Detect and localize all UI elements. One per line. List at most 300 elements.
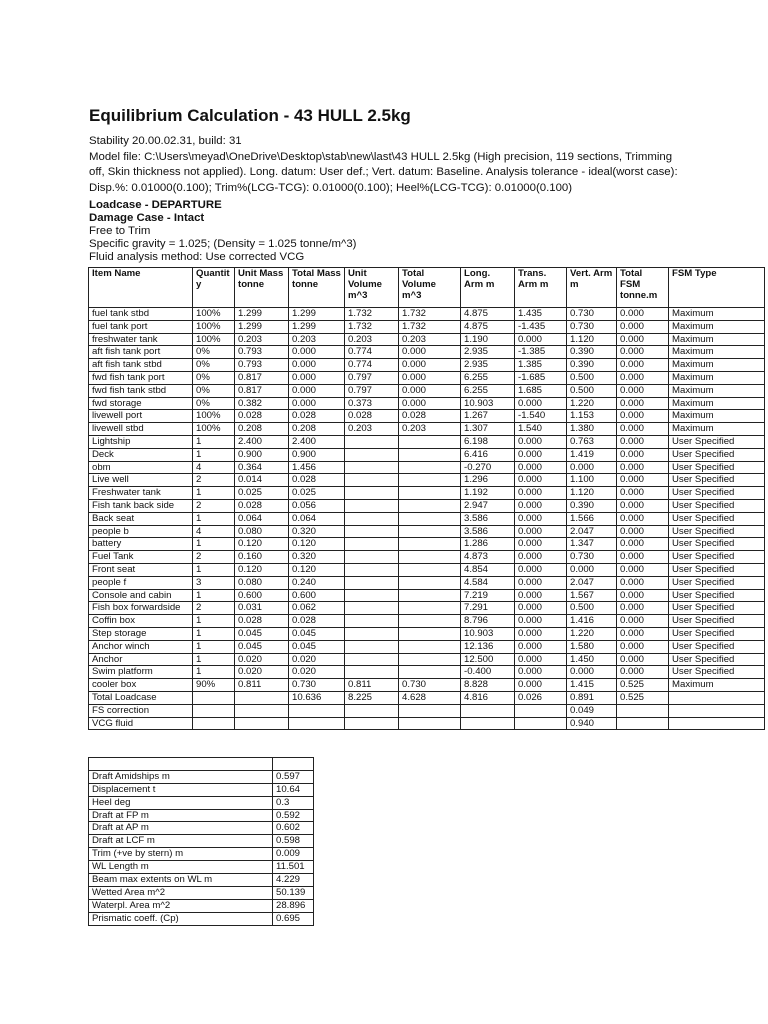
loadcase-table [88, 267, 765, 730]
table-cell: 4 [193, 525, 235, 538]
table-cell [399, 653, 461, 666]
table-cell: 0.000 [617, 538, 669, 551]
table-cell: User Specified [669, 487, 765, 500]
table-row [89, 640, 765, 653]
table-row [89, 384, 765, 397]
table-cell: 0.000 [515, 397, 567, 410]
table-row [89, 397, 765, 410]
model-info [89, 134, 759, 196]
table-cell: 0.080 [235, 576, 289, 589]
table-cell: 0.000 [617, 653, 669, 666]
table-cell: 1.732 [345, 308, 399, 321]
table-cell: 0.730 [289, 679, 345, 692]
table-cell: 1.567 [567, 589, 617, 602]
table-cell: User Specified [669, 551, 765, 564]
table-cell: 100% [193, 410, 235, 423]
table-cell: 0.382 [235, 397, 289, 410]
table-cell: 1.416 [567, 615, 617, 628]
table-cell [461, 717, 515, 730]
table-cell: Fish tank back side [89, 499, 193, 512]
table-cell: Anchor winch [89, 640, 193, 653]
table-cell: -0.270 [461, 461, 515, 474]
table-cell: 0.600 [235, 589, 289, 602]
summary-value: 0.597 [273, 770, 314, 783]
table-cell: 0.390 [567, 346, 617, 359]
summary-row [89, 848, 314, 861]
table-cell [399, 563, 461, 576]
table-cell [399, 615, 461, 628]
table-cell [235, 691, 289, 704]
table-cell: 0.000 [617, 487, 669, 500]
table-cell: 0% [193, 346, 235, 359]
table-cell [345, 448, 399, 461]
table-cell [461, 704, 515, 717]
table-row [89, 461, 765, 474]
table-cell: 0.120 [235, 563, 289, 576]
table-cell: 2.400 [289, 435, 345, 448]
table-cell: 3.586 [461, 512, 515, 525]
table-cell: 0.940 [567, 717, 617, 730]
table-cell: 0.000 [399, 371, 461, 384]
table-cell [345, 666, 399, 679]
table-cell: 0.120 [289, 538, 345, 551]
summary-value: 50.139 [273, 886, 314, 899]
table-cell: 2 [193, 551, 235, 564]
table-cell: 0.000 [515, 525, 567, 538]
table-cell: 12.500 [461, 653, 515, 666]
summary-label: Waterpl. Area m^2 [89, 899, 273, 912]
table-cell: aft fish tank port [89, 346, 193, 359]
table-cell: 1.435 [515, 308, 567, 321]
table-cell: 0.000 [617, 333, 669, 346]
summary-row [89, 912, 314, 925]
table-cell: 1.732 [399, 308, 461, 321]
table-cell: 0.025 [235, 487, 289, 500]
table-cell: 0% [193, 371, 235, 384]
table-cell: people f [89, 576, 193, 589]
table-cell: 0.500 [567, 371, 617, 384]
table-cell: User Specified [669, 602, 765, 615]
table-cell: 8.796 [461, 615, 515, 628]
summary-row [89, 886, 314, 899]
table-cell: -0.400 [461, 666, 515, 679]
table-cell: User Specified [669, 627, 765, 640]
summary-row [89, 899, 314, 912]
table-cell: 0.208 [235, 423, 289, 436]
table-cell [345, 525, 399, 538]
column-header: Long. Arm m [461, 268, 515, 308]
table-cell: Step storage [89, 627, 193, 640]
table-cell: 0.000 [515, 461, 567, 474]
table-cell: 1 [193, 563, 235, 576]
table-row [89, 653, 765, 666]
table-cell [669, 691, 765, 704]
table-cell: fwd fish tank port [89, 371, 193, 384]
summary-label: Draft Amidships m [89, 770, 273, 783]
table-cell: 1 [193, 589, 235, 602]
table-cell: Freshwater tank [89, 487, 193, 500]
table-cell [345, 551, 399, 564]
summary-label: Draft at LCF m [89, 835, 273, 848]
table-cell: 0.000 [289, 397, 345, 410]
table-row [89, 474, 765, 487]
table-cell: 1.299 [235, 308, 289, 321]
table-cell: 0.000 [617, 602, 669, 615]
table-cell [617, 717, 669, 730]
summary-row [89, 796, 314, 809]
table-cell: 0.000 [617, 320, 669, 333]
table-cell [399, 717, 461, 730]
table-cell: 3.586 [461, 525, 515, 538]
table-cell: User Specified [669, 448, 765, 461]
table-cell: 0.000 [515, 640, 567, 653]
table-cell [399, 640, 461, 653]
table-cell: 1.580 [567, 640, 617, 653]
table-cell: Front seat [89, 563, 193, 576]
table-cell: 0.000 [617, 474, 669, 487]
table-cell: 0.000 [515, 679, 567, 692]
table-cell: 0.000 [399, 359, 461, 372]
table-cell: 100% [193, 308, 235, 321]
table-cell [399, 512, 461, 525]
table-cell: 6.416 [461, 448, 515, 461]
table-cell: 0.000 [515, 666, 567, 679]
table-row [89, 602, 765, 615]
table-cell: 0.020 [235, 653, 289, 666]
summary-value: 0.009 [273, 848, 314, 861]
table-cell: 0.390 [567, 499, 617, 512]
table-cell: 0.600 [289, 589, 345, 602]
table-cell: Back seat [89, 512, 193, 525]
summary-value: 0.695 [273, 912, 314, 925]
table-cell [345, 499, 399, 512]
table-cell: 1.380 [567, 423, 617, 436]
table-cell: 0.031 [235, 602, 289, 615]
table-cell: 0.000 [289, 371, 345, 384]
table-cell [345, 615, 399, 628]
table-cell [289, 704, 345, 717]
table-cell: User Specified [669, 563, 765, 576]
table-row [89, 308, 765, 321]
table-row [89, 704, 765, 717]
stability-version: Stability 20.00.02.31, build: 31 [89, 135, 242, 147]
table-cell: User Specified [669, 512, 765, 525]
table-cell: Maximum [669, 308, 765, 321]
trim-mode: Free to Trim [89, 225, 151, 237]
table-cell: 0.000 [617, 371, 669, 384]
column-header: Item Name [89, 268, 193, 308]
table-cell: 0.000 [515, 333, 567, 346]
table-cell: 4.584 [461, 576, 515, 589]
table-cell: Maximum [669, 333, 765, 346]
table-cell: 0.000 [515, 602, 567, 615]
summary-label: Heel deg [89, 796, 273, 809]
table-cell: 0.000 [399, 397, 461, 410]
table-cell [345, 717, 399, 730]
table-cell: User Specified [669, 538, 765, 551]
table-cell: 0% [193, 397, 235, 410]
table-cell: 3 [193, 576, 235, 589]
table-cell: User Specified [669, 525, 765, 538]
table-cell: 0.028 [235, 615, 289, 628]
table-cell: 4.873 [461, 551, 515, 564]
table-cell: Maximum [669, 679, 765, 692]
table-cell: 0.900 [235, 448, 289, 461]
table-cell: Lightship [89, 435, 193, 448]
table-cell: 7.219 [461, 589, 515, 602]
table-cell: 0.000 [617, 448, 669, 461]
table-cell: 1.153 [567, 410, 617, 423]
table-cell: 0.000 [617, 627, 669, 640]
table-cell [345, 461, 399, 474]
table-cell: 4.875 [461, 308, 515, 321]
table-cell: 90% [193, 679, 235, 692]
summary-label: Wetted Area m^2 [89, 886, 273, 899]
table-cell [399, 461, 461, 474]
table-cell: User Specified [669, 615, 765, 628]
table-cell [345, 627, 399, 640]
table-cell: User Specified [669, 499, 765, 512]
table-cell: 0.028 [235, 410, 289, 423]
table-cell: Maximum [669, 384, 765, 397]
column-header: Total Volume m^3 [399, 268, 461, 308]
table-cell: 0.240 [289, 576, 345, 589]
table-cell: 0.320 [289, 525, 345, 538]
summary-label: Prismatic coeff. (Cp) [89, 912, 273, 925]
table-cell: 0.797 [345, 371, 399, 384]
table-cell: 0.000 [515, 512, 567, 525]
table-cell [345, 563, 399, 576]
table-cell: 0.000 [515, 448, 567, 461]
table-row [89, 423, 765, 436]
table-cell [345, 704, 399, 717]
table-cell: Maximum [669, 410, 765, 423]
table-cell: 1 [193, 627, 235, 640]
table-cell [345, 602, 399, 615]
column-header: Unit Volume m^3 [345, 268, 399, 308]
table-cell: 1.685 [515, 384, 567, 397]
table-cell: 0.000 [567, 563, 617, 576]
table-cell: 1 [193, 435, 235, 448]
table-row [89, 576, 765, 589]
table-cell: 0.000 [617, 551, 669, 564]
table-cell: 1 [193, 487, 235, 500]
table-cell: 100% [193, 423, 235, 436]
table-cell: 1 [193, 512, 235, 525]
table-row [89, 551, 765, 564]
table-row [89, 525, 765, 538]
table-cell: 1.732 [399, 320, 461, 333]
table-cell [345, 653, 399, 666]
table-cell [399, 551, 461, 564]
table-cell: Anchor [89, 653, 193, 666]
table-cell: 0.028 [289, 615, 345, 628]
table-cell [399, 576, 461, 589]
column-header: Vert. Arm m [567, 268, 617, 308]
table-cell: -1.685 [515, 371, 567, 384]
table-cell: 0.730 [567, 551, 617, 564]
table-cell: -1.385 [515, 346, 567, 359]
table-cell [399, 435, 461, 448]
table-cell: 0.811 [345, 679, 399, 692]
table-cell: 0.000 [617, 410, 669, 423]
table-cell: 1.100 [567, 474, 617, 487]
table-cell [399, 666, 461, 679]
summary-value: 0.3 [273, 796, 314, 809]
table-cell: 0.000 [515, 627, 567, 640]
table-cell: livewell stbd [89, 423, 193, 436]
table-cell: User Specified [669, 474, 765, 487]
table-cell: 0.000 [515, 499, 567, 512]
table-cell: 0.000 [617, 397, 669, 410]
table-row [89, 346, 765, 359]
table-cell: 0.203 [399, 333, 461, 346]
table-cell: 100% [193, 320, 235, 333]
table-cell: 0.900 [289, 448, 345, 461]
table-cell: User Specified [669, 666, 765, 679]
table-cell: 0.000 [617, 423, 669, 436]
table-cell: 0.000 [515, 487, 567, 500]
table-cell: 0.797 [345, 384, 399, 397]
table-cell [289, 717, 345, 730]
table-cell [235, 717, 289, 730]
table-cell: 0.000 [617, 576, 669, 589]
table-cell: 1.190 [461, 333, 515, 346]
table-cell: 0.025 [289, 487, 345, 500]
table-cell: 0.000 [617, 525, 669, 538]
table-cell: fwd fish tank stbd [89, 384, 193, 397]
summary-row [89, 783, 314, 796]
table-cell: 0.160 [235, 551, 289, 564]
table-row [89, 487, 765, 500]
table-cell: User Specified [669, 653, 765, 666]
table-cell: 1.192 [461, 487, 515, 500]
table-cell: Coffin box [89, 615, 193, 628]
summary-value [273, 758, 314, 771]
table-cell: 0.028 [399, 410, 461, 423]
table-cell: 4.816 [461, 691, 515, 704]
table-cell: 1.732 [345, 320, 399, 333]
summary-value: 4.229 [273, 874, 314, 887]
table-row [89, 666, 765, 679]
table-cell: Live well [89, 474, 193, 487]
table-cell [399, 602, 461, 615]
datum-line: off, Skin thickness not applied). Long. datum: User def.; Vert. datum: Baseline. Analysis tolerance - ideal(worst case): [89, 166, 678, 179]
table-cell: 0.064 [289, 512, 345, 525]
table-cell: 0.000 [567, 461, 617, 474]
table-cell: 0.774 [345, 346, 399, 359]
table-cell: 0% [193, 384, 235, 397]
fluid-analysis-method: Fluid analysis method: Use corrected VCG [89, 251, 305, 263]
table-cell: 1.220 [567, 627, 617, 640]
table-cell: User Specified [669, 435, 765, 448]
summary-row [89, 874, 314, 887]
table-cell: 0.730 [567, 320, 617, 333]
table-cell: 0.730 [567, 308, 617, 321]
table-cell: 0.774 [345, 359, 399, 372]
table-cell: 1.566 [567, 512, 617, 525]
table-cell: Maximum [669, 320, 765, 333]
table-cell: User Specified [669, 589, 765, 602]
table-cell: 0.028 [235, 499, 289, 512]
table-cell: 0.500 [567, 384, 617, 397]
table-cell: 0.045 [289, 640, 345, 653]
table-cell [235, 704, 289, 717]
table-cell: 1.299 [289, 320, 345, 333]
table-cell: 0.014 [235, 474, 289, 487]
table-row [89, 320, 765, 333]
table-cell: Maximum [669, 423, 765, 436]
table-cell: 0.000 [617, 308, 669, 321]
table-cell: freshwater tank [89, 333, 193, 346]
table-row [89, 359, 765, 372]
table-cell: 0.203 [345, 333, 399, 346]
table-cell: 1.307 [461, 423, 515, 436]
table-cell: 0.000 [399, 384, 461, 397]
damage-case-heading: Damage Case - Intact [89, 212, 205, 224]
table-cell: 0.000 [289, 384, 345, 397]
table-cell: people b [89, 525, 193, 538]
table-cell: 2.935 [461, 359, 515, 372]
table-cell: 4.628 [399, 691, 461, 704]
table-cell [345, 512, 399, 525]
table-cell: fuel tank stbd [89, 308, 193, 321]
table-row [89, 538, 765, 551]
column-header: Total Mass tonne [289, 268, 345, 308]
table-cell: 0.028 [289, 474, 345, 487]
table-row [89, 563, 765, 576]
column-header: Unit Mass tonne [235, 268, 289, 308]
summary-row [89, 770, 314, 783]
table-cell: 0.120 [235, 538, 289, 551]
table-cell: 10.903 [461, 397, 515, 410]
table-cell: Maximum [669, 397, 765, 410]
table-cell [345, 474, 399, 487]
summary-row [89, 809, 314, 822]
table-cell: 0.390 [567, 359, 617, 372]
table-cell: 100% [193, 333, 235, 346]
table-cell: 0.000 [399, 346, 461, 359]
table-cell: 1.286 [461, 538, 515, 551]
table-cell: 0.000 [617, 589, 669, 602]
table-cell: 0.045 [235, 627, 289, 640]
table-cell: 1 [193, 615, 235, 628]
table-cell: 0.364 [235, 461, 289, 474]
summary-value: 0.598 [273, 835, 314, 848]
table-cell: 1.456 [289, 461, 345, 474]
table-cell [193, 704, 235, 717]
table-cell: 4 [193, 461, 235, 474]
summary-label: WL Length m [89, 861, 273, 874]
table-cell [399, 538, 461, 551]
table-cell: 0.203 [399, 423, 461, 436]
table-cell: 0.056 [289, 499, 345, 512]
table-cell: 1.347 [567, 538, 617, 551]
table-cell: 1.450 [567, 653, 617, 666]
table-row [89, 679, 765, 692]
table-cell: 0.000 [515, 563, 567, 576]
table-row [89, 333, 765, 346]
table-row [89, 448, 765, 461]
tolerance-line: Disp.%: 0.01000(0.100); Trim%(LCG-TCG): 0.01000(0.100); Heel%(LCG-TCG): 0.01000(0.100) [89, 181, 573, 194]
table-row [89, 512, 765, 525]
table-cell: 1.220 [567, 397, 617, 410]
table-cell: 0.000 [617, 346, 669, 359]
table-cell: 0.000 [617, 461, 669, 474]
table-cell: User Specified [669, 576, 765, 589]
table-cell: 0.062 [289, 602, 345, 615]
column-header: Quantity [193, 268, 235, 308]
